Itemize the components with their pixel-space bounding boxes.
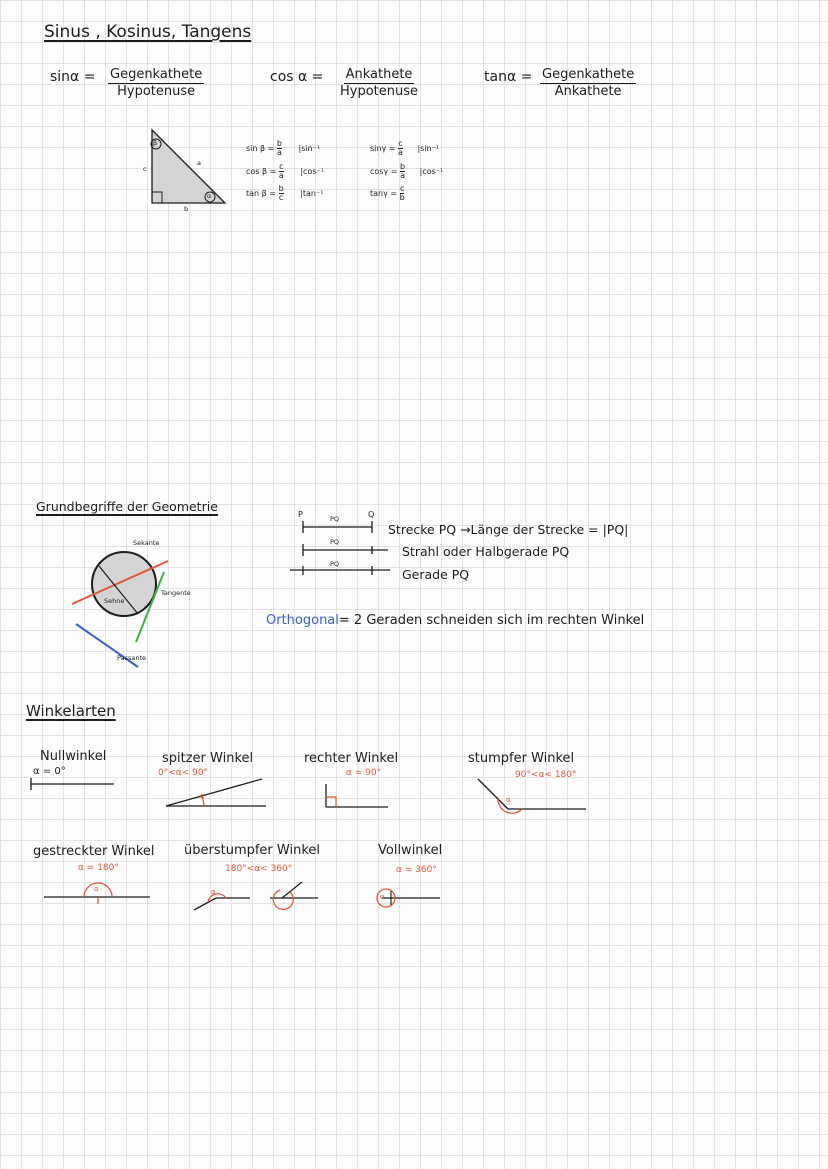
point-p: P	[298, 510, 303, 519]
segment-label-1: PQ	[330, 515, 340, 523]
triangle-label-a: a	[197, 159, 201, 167]
tan-denominator: Ankathete	[554, 83, 622, 99]
stumpfer-alpha: α	[506, 796, 511, 804]
vollwinkel-name: Vollwinkel	[378, 843, 443, 858]
gamma-formula-1: sinγ = $\frac{c}{a}$ |sin⁻¹	[370, 139, 440, 157]
label-sehne: Sehne	[104, 597, 125, 605]
beta-formula-3: tan β = $\frac{b}{c}$ |tan⁻¹	[246, 184, 324, 202]
ueberstumpfer-name: überstumpfer Winkel	[184, 843, 321, 858]
point-q: Q	[368, 510, 375, 519]
segment-label-2: PQ	[330, 538, 340, 546]
sin-numerator: Gegenkathete	[110, 67, 203, 82]
ueberstumpfer-alpha: α	[211, 888, 216, 896]
triangle-angle-alpha: α	[207, 192, 212, 200]
rechter-name: rechter Winkel	[304, 751, 399, 766]
gestreckter-name: gestreckter Winkel	[33, 844, 155, 859]
spitzer-alpha: α	[200, 792, 205, 800]
trig-title: Sinus , Kosinus, Tangens	[44, 22, 252, 42]
label-passante: Passante	[117, 654, 147, 662]
label-tangente: Tangente	[161, 589, 191, 597]
ueberstumpfer-cond: 180°<α< 360°	[225, 864, 293, 874]
sin-lhs: sinα =	[50, 69, 96, 85]
triangle-label-c: c	[143, 165, 147, 173]
stumpfer-cond: 90°<α< 180°	[515, 770, 577, 780]
orthogonal-word: Orthogonal	[266, 613, 339, 628]
stumpfer-name: stumpfer Winkel	[468, 751, 575, 766]
cos-denominator: Hypotenuse	[340, 83, 419, 99]
vollwinkel-cond: α = 360°	[396, 865, 437, 875]
spitzer-cond: 0°<α< 90°	[158, 768, 209, 778]
strecke-definition: Strecke PQ →Länge der Strecke = |PQ|	[388, 522, 629, 537]
strahl-definition: Strahl oder Halbgerade PQ	[402, 544, 570, 559]
nullwinkel-cond: α = 0°	[33, 766, 66, 777]
gestreckter-cond: α = 180°	[78, 863, 119, 873]
vollwinkel-alpha: α	[380, 893, 385, 901]
rechter-cond: α = 90°	[346, 768, 382, 778]
cos-lhs: cos α =	[270, 69, 324, 85]
label-sekante: Sekante	[133, 539, 160, 547]
triangle-angle-beta: β	[153, 139, 158, 147]
nullwinkel-name: Nullwinkel	[40, 749, 107, 764]
beta-formula-2: cos β = $\frac{c}{a}$ |cos⁻¹	[246, 162, 324, 180]
gerade-definition: Gerade PQ	[402, 567, 470, 582]
cos-numerator: Ankathete	[345, 67, 413, 82]
geometry-title: Grundbegriffe der Geometrie	[36, 499, 218, 514]
spitzer-name: spitzer Winkel	[162, 751, 254, 766]
triangle-label-b: b	[184, 205, 189, 213]
beta-formula-1: sin β = $\frac{b}{a}$ |sin⁻¹	[246, 139, 321, 157]
tan-lhs: tanα =	[484, 69, 533, 85]
orthogonal-definition: = 2 Geraden schneiden sich im rechten Winkel	[338, 613, 645, 628]
angles-title: Winkelarten	[26, 702, 116, 720]
gamma-formula-2: cosγ = $\frac{b}{a}$ |cos⁻¹	[370, 162, 444, 180]
gestreckter-alpha: α	[94, 885, 99, 893]
sin-denominator: Hypotenuse	[117, 83, 196, 99]
tan-numerator: Gegenkathete	[542, 67, 635, 82]
segment-label-3: PQ	[330, 560, 340, 568]
gamma-formula-3: tanγ = $\frac{c}{b}$	[370, 184, 405, 202]
